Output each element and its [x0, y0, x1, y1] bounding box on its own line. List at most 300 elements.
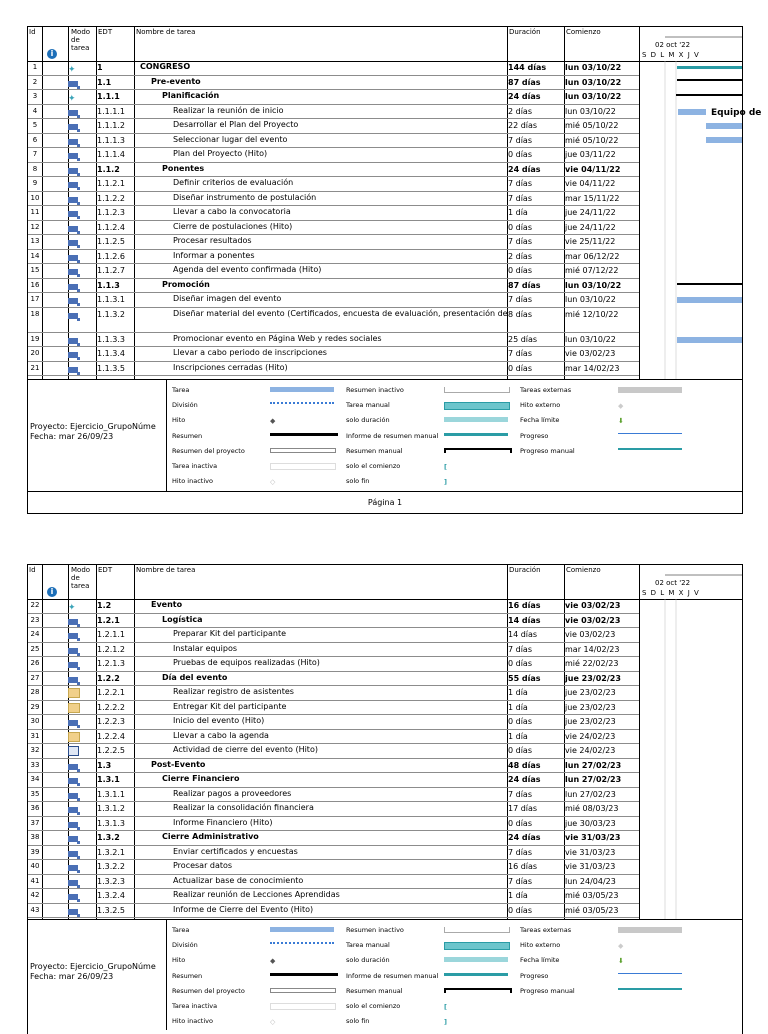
- task-name[interactable]: Entregar Kit del participante: [173, 701, 287, 711]
- deadline-arrow-icon: ⬇: [618, 957, 624, 966]
- task-duration: 0 días: [508, 717, 533, 726]
- col-start-header: Comienzo: [566, 28, 601, 36]
- task-name[interactable]: Planificación: [162, 91, 220, 100]
- task-duration: 17 días: [508, 804, 538, 813]
- task-duration: 24 días: [508, 833, 541, 842]
- col-edt-header: EDT: [98, 566, 113, 574]
- auto-task-icon: [68, 211, 78, 217]
- task-edt: 1.1.2.4: [97, 222, 125, 232]
- legend-swatch: [444, 402, 510, 410]
- task-row[interactable]: [28, 308, 639, 333]
- task-duration: 0 días: [508, 150, 533, 159]
- external-milestone-icon: ◆: [618, 942, 624, 951]
- task-start: lun 24/04/23: [565, 876, 616, 886]
- task-name[interactable]: Realizar la reunión de inicio: [173, 105, 284, 115]
- legend-project-name: Proyecto: Ejercicio_GrupoNúme: [30, 962, 156, 971]
- task-mode: [68, 165, 80, 174]
- gantt-summary-bar-1: [677, 66, 742, 69]
- pin-task-icon: ✦: [68, 94, 76, 104]
- task-start: vie 24/02/23: [565, 731, 616, 741]
- task-duration: 7 días: [508, 237, 533, 246]
- legend-swatch: [618, 988, 682, 990]
- task-id: 10: [30, 193, 40, 202]
- task-start: vie 04/11/22: [565, 179, 616, 188]
- task-start: vie 31/03/23: [565, 833, 621, 842]
- task-row[interactable]: [28, 614, 639, 629]
- legend-label: Tarea inactiva: [172, 462, 218, 470]
- task-edt: 1.2.1.2: [97, 644, 125, 654]
- legend-label: Hito: [172, 416, 186, 425]
- task-row[interactable]: [28, 788, 639, 803]
- task-duration: 16 días: [508, 862, 538, 871]
- task-mode: [68, 107, 80, 116]
- auto-task-icon: [68, 778, 78, 784]
- task-row[interactable]: [28, 672, 639, 687]
- col-duration-header: Duración: [509, 566, 541, 574]
- task-edt: 1.3.2.4: [97, 891, 125, 900]
- task-name[interactable]: Diseñar instrumento de postulación: [173, 192, 317, 202]
- task-name[interactable]: Llevar a cabo la agenda: [173, 730, 269, 740]
- legend-label: Hito inactivo: [172, 477, 213, 486]
- task-name[interactable]: Ponentes: [162, 163, 205, 173]
- task-id: 20: [30, 349, 40, 357]
- task-duration: 2 días: [508, 251, 533, 261]
- task-id: 34: [30, 775, 40, 783]
- task-edt: 1.3.2.5: [97, 905, 125, 915]
- external-milestone-icon: ◆: [618, 402, 624, 411]
- task-mode: [68, 659, 80, 668]
- task-name[interactable]: Instalar equipos: [173, 643, 238, 653]
- task-edt: 1.3.2.1: [97, 847, 125, 857]
- task-row[interactable]: [28, 105, 639, 120]
- task-edt: 1.1.1: [97, 92, 120, 101]
- task-duration: 0 días: [508, 266, 533, 275]
- task-mode: [68, 179, 80, 188]
- pin-task-icon: ✦: [68, 65, 76, 75]
- legend-label: Progreso manual: [520, 446, 575, 455]
- info-icon: i: [47, 49, 57, 59]
- task-row[interactable]: [28, 628, 639, 643]
- task-row[interactable]: [28, 657, 639, 672]
- auto-task-icon: [68, 836, 78, 842]
- task-id: 16: [30, 280, 40, 289]
- task-row[interactable]: [28, 773, 639, 788]
- task-row[interactable]: [28, 76, 639, 91]
- task-edt: 1.1.3.3: [97, 334, 125, 344]
- task-edt: 1.1: [97, 77, 112, 87]
- task-name[interactable]: Informe de Cierre del Evento (Hito): [173, 904, 314, 914]
- legend-project-name: Proyecto: Ejercicio_GrupoNúme: [30, 422, 156, 431]
- col-start-header: Comienzo: [566, 566, 601, 574]
- gantt-task-bar-19: [677, 337, 742, 343]
- task-row[interactable]: [28, 715, 639, 730]
- task-edt: 1.1.3.2: [97, 309, 125, 319]
- task-row[interactable]: [28, 119, 639, 134]
- task-id: 29: [30, 702, 40, 711]
- task-start: mar 14/02/23: [565, 644, 620, 654]
- legend-swatch: [444, 417, 508, 422]
- task-start: mar 06/12/22: [565, 251, 620, 261]
- task-duration: 48 días: [508, 760, 541, 770]
- task-id: 30: [30, 717, 40, 725]
- task-name[interactable]: Informar a ponentes: [173, 250, 255, 260]
- auto-task-icon: [68, 880, 78, 886]
- task-name[interactable]: Promocionar evento en Página Web y redes sociales: [173, 333, 382, 343]
- auto-task-icon: [68, 619, 78, 625]
- task-edt: 1.1.2: [97, 164, 120, 174]
- legend-swatch: [270, 988, 336, 993]
- legend-label: Fecha límite: [520, 416, 560, 425]
- task-edt: 1: [97, 63, 103, 72]
- gantt-summary-bar-16: [677, 283, 742, 285]
- auto-task-icon: [68, 720, 78, 726]
- task-row[interactable]: [28, 860, 639, 875]
- task-name[interactable]: Plan del Proyecto (Hito): [173, 149, 268, 158]
- task-name[interactable]: Seleccionar lugar del evento: [173, 134, 288, 144]
- task-row[interactable]: [28, 264, 639, 279]
- legend-label: Resumen del proyecto: [172, 986, 245, 995]
- task-edt: 1.1.1.2: [97, 121, 125, 130]
- task-name[interactable]: Post-Evento: [151, 759, 206, 769]
- auto-task-icon: [68, 197, 78, 203]
- task-row[interactable]: [28, 759, 639, 774]
- task-duration: 87 días: [508, 280, 541, 290]
- legend-label: Hito: [172, 956, 186, 965]
- task-edt: 1.1.1.3: [97, 135, 125, 145]
- task-start: jue 23/02/23: [565, 702, 616, 712]
- task-start: mié 07/12/22: [565, 266, 619, 275]
- task-row[interactable]: [28, 333, 639, 348]
- task-mode: [68, 150, 80, 159]
- task-mode: [68, 645, 80, 654]
- task-edt: 1.1.2.3: [97, 208, 125, 217]
- task-row[interactable]: [28, 643, 639, 658]
- task-mode: [68, 194, 80, 203]
- task-edt: 1.2.2.1: [97, 688, 125, 697]
- task-mode: [68, 92, 80, 104]
- task-name[interactable]: Diseñar imagen del evento: [173, 294, 282, 303]
- task-name[interactable]: Cierre Financiero: [162, 774, 240, 783]
- task-start: jue 30/03/23: [565, 818, 616, 828]
- task-id: 32: [30, 746, 40, 754]
- auto-task-icon: [68, 226, 78, 232]
- task-name[interactable]: Pruebas de equipos realizadas (Hito): [173, 658, 320, 667]
- task-name[interactable]: Realizar registro de asistentes: [173, 687, 294, 696]
- task-edt: 1.1.3: [97, 280, 120, 290]
- task-row[interactable]: [28, 904, 639, 919]
- task-name[interactable]: Pre-evento: [151, 76, 201, 86]
- legend-block-1: [28, 379, 742, 492]
- task-edt: 1.1.1.4: [97, 150, 125, 159]
- task-row[interactable]: [28, 61, 639, 76]
- legend-label: Hito inactivo: [172, 1017, 213, 1026]
- start-only-icon: [: [444, 463, 447, 471]
- task-name[interactable]: Desarrollar el Plan del Proyecto: [173, 120, 299, 129]
- task-duration: 0 días: [508, 818, 533, 828]
- task-mode: [68, 121, 80, 130]
- task-id: 11: [30, 208, 40, 216]
- gantt-chart: [639, 27, 762, 379]
- legend-label: solo fin: [346, 1017, 370, 1026]
- task-id: 17: [30, 295, 40, 303]
- task-edt: 1.2.2: [97, 673, 120, 683]
- print-page-1: [27, 26, 762, 514]
- task-row[interactable]: [28, 250, 639, 265]
- task-id: 2: [32, 77, 38, 86]
- task-id: 26: [30, 659, 40, 667]
- legend-label: Resumen inactivo: [346, 926, 404, 934]
- task-name[interactable]: Promoción: [162, 279, 210, 289]
- task-row[interactable]: [28, 347, 639, 362]
- task-name[interactable]: Cierre Administrativo: [162, 832, 259, 841]
- auto-task-icon: [68, 139, 78, 145]
- legend-label: Progreso: [520, 971, 549, 980]
- auto-task-icon: [68, 284, 78, 290]
- legend-label: Tarea: [172, 926, 190, 934]
- task-row[interactable]: [28, 148, 639, 163]
- task-edt: 1.2: [97, 601, 112, 610]
- task-start: mié 22/02/23: [565, 659, 619, 668]
- task-mode: [68, 790, 80, 799]
- task-row[interactable]: [28, 846, 639, 861]
- task-row[interactable]: [28, 889, 639, 904]
- task-duration: 24 días: [508, 164, 541, 174]
- auto-task-icon: [68, 110, 78, 116]
- task-name[interactable]: Realizar pagos a proveedores: [173, 788, 292, 798]
- col-name-header: Nombre de tarea: [136, 28, 196, 36]
- legend-label: Tareas externas: [520, 386, 572, 394]
- task-name[interactable]: Procesar resultados: [173, 236, 252, 245]
- task-edt: 1.2.2.3: [97, 717, 125, 726]
- task-name[interactable]: Agenda del evento confirmada (Hito): [173, 265, 322, 274]
- milestone-diamond-icon: ◆: [270, 957, 276, 966]
- task-name[interactable]: Preparar Kit del participante: [173, 629, 286, 638]
- auto-task-icon: [68, 648, 78, 654]
- task-name[interactable]: Logística: [162, 614, 203, 624]
- legend-label: División: [172, 401, 198, 410]
- task-edt: 1.2.2.5: [97, 746, 125, 755]
- finish-only-icon: ]: [444, 478, 447, 487]
- task-name[interactable]: Enviar certificados y encuestas: [173, 846, 298, 856]
- task-start: lun 03/10/22: [565, 280, 622, 290]
- task-row[interactable]: [28, 362, 639, 377]
- legend-label: solo el comienzo: [346, 1002, 401, 1010]
- task-duration: 16 días: [508, 601, 541, 610]
- note-task-icon: [68, 688, 80, 698]
- task-row[interactable]: [28, 206, 639, 221]
- legend-label: Resumen: [172, 431, 203, 440]
- task-row[interactable]: [28, 279, 639, 294]
- auto-task-icon: [68, 894, 78, 900]
- auto-task-icon: [68, 793, 78, 799]
- legend-label: Resumen manual: [346, 446, 403, 455]
- task-mode: [68, 601, 80, 613]
- task-start: lun 27/02/23: [565, 789, 616, 799]
- col-mode-header: [71, 28, 90, 52]
- task-mode: [68, 349, 80, 358]
- task-start: vie 25/11/22: [565, 237, 616, 246]
- task-start: mar 14/02/23: [565, 363, 620, 373]
- task-edt: 1.2.2.2: [97, 702, 125, 712]
- auto-task-icon: [68, 662, 78, 668]
- task-edt: 1.2.1.3: [97, 659, 125, 668]
- col-id-header: Id: [29, 28, 36, 36]
- task-row[interactable]: [28, 802, 639, 817]
- inactive-milestone-icon: ◇: [270, 1018, 276, 1027]
- legend-swatch: [444, 927, 510, 933]
- pin-task-icon: ✦: [68, 603, 76, 613]
- task-row[interactable]: [28, 875, 639, 890]
- legend-swatch: [444, 988, 512, 993]
- task-name[interactable]: Llevar a cabo periodo de inscripciones: [173, 348, 327, 357]
- task-row[interactable]: [28, 831, 639, 846]
- auto-task-icon: [68, 851, 78, 857]
- task-name[interactable]: Diseñar material del evento (Certificados, encuesta de evaluación, presentación de: [173, 308, 508, 318]
- task-start: vie 03/02/23: [565, 630, 616, 639]
- gantt-task-bar-17: [677, 297, 742, 303]
- task-row[interactable]: [28, 192, 639, 207]
- task-row[interactable]: [28, 221, 639, 236]
- task-mode: [68, 630, 80, 639]
- task-name[interactable]: Evento: [151, 600, 183, 609]
- task-edt: 1.2.2.4: [97, 731, 125, 741]
- task-name[interactable]: Definir criterios de evaluación: [173, 178, 294, 187]
- task-id: 9: [32, 179, 38, 187]
- task-edt: 1.1.2.1: [97, 179, 125, 188]
- legend-label: Fecha límite: [520, 956, 560, 965]
- col-name-header: Nombre de tarea: [136, 566, 196, 574]
- task-name[interactable]: Inscripciones cerradas (Hito): [173, 362, 288, 372]
- task-edt: 1.1.2.7: [97, 266, 125, 275]
- gantt-resource-label: Equipo de: [711, 108, 762, 118]
- gantt-task-bar-5: [706, 123, 742, 129]
- task-row[interactable]: [28, 686, 639, 701]
- task-start: jue 24/11/22: [565, 222, 616, 232]
- task-id: 43: [30, 905, 40, 914]
- legend-swatch: [444, 387, 510, 393]
- task-name[interactable]: Procesar datos: [173, 861, 233, 870]
- auto-task-icon: [68, 677, 78, 683]
- task-id: 41: [30, 876, 40, 885]
- task-edt: 1.1.3.1: [97, 295, 125, 304]
- task-start: jue 23/02/23: [565, 717, 616, 726]
- legend-project-date: Fecha: mar 26/09/23: [30, 432, 114, 441]
- calendar-task-icon: [68, 746, 79, 756]
- task-name[interactable]: Realizar la consolidación financiera: [173, 803, 314, 812]
- col-id-header: Id: [29, 566, 36, 574]
- auto-task-icon: [68, 764, 78, 770]
- col-mode-l1: Modo: [71, 566, 91, 574]
- task-mode: [68, 732, 80, 741]
- task-row[interactable]: [28, 599, 639, 614]
- task-name[interactable]: Informe Financiero (Hito): [173, 817, 273, 827]
- legend-project-date: Fecha: mar 26/09/23: [30, 972, 114, 981]
- task-id: 13: [30, 237, 40, 245]
- task-row[interactable]: [28, 134, 639, 149]
- task-edt: 1.3.1.2: [97, 804, 125, 813]
- legend-label: Tarea manual: [346, 941, 390, 950]
- auto-task-icon: [68, 269, 78, 275]
- auto-task-icon: [68, 255, 78, 261]
- legend-block-2: [28, 919, 742, 1030]
- task-start: jue 23/02/23: [565, 673, 621, 683]
- task-row[interactable]: [28, 293, 639, 308]
- gantt-task-bar-4: [678, 109, 706, 115]
- task-start: mié 05/10/22: [565, 121, 619, 130]
- legend-swatch: [444, 433, 508, 436]
- task-start: vie 03/02/23: [565, 615, 621, 625]
- legend-label: solo el comienzo: [346, 462, 401, 470]
- task-id: 39: [30, 847, 40, 856]
- task-start: lun 03/10/22: [565, 77, 622, 87]
- task-row[interactable]: [28, 163, 639, 178]
- legend-label: Tarea: [172, 386, 190, 394]
- task-id: 40: [30, 862, 40, 870]
- milestone-diamond-icon: ◆: [270, 417, 276, 426]
- legend-swatch: [270, 433, 338, 436]
- task-start: jue 24/11/22: [565, 208, 616, 217]
- task-name[interactable]: Actualizar base de conocimiento: [173, 875, 304, 885]
- task-id: 3: [32, 92, 38, 100]
- legend-swatch: [270, 973, 338, 976]
- task-name[interactable]: Realizar reunión de Lecciones Aprendidas: [173, 890, 340, 899]
- task-name[interactable]: Llevar a cabo la convocatoria: [173, 207, 291, 216]
- task-duration: 2 días: [508, 106, 533, 116]
- task-name[interactable]: Inicio del evento (Hito): [173, 716, 265, 725]
- gantt-summary-bar-3: [676, 94, 742, 96]
- auto-task-icon: [68, 338, 78, 344]
- inactive-milestone-icon: ◇: [270, 478, 276, 487]
- auto-task-icon: [68, 909, 78, 915]
- task-name[interactable]: Cierre de postulaciones (Hito): [173, 221, 293, 231]
- task-row[interactable]: [28, 817, 639, 832]
- task-start: mar 15/11/22: [565, 193, 620, 203]
- legend-swatch: [444, 448, 512, 453]
- task-name[interactable]: Actividad de cierre del evento (Hito): [173, 745, 318, 754]
- task-start: lun 03/10/22: [565, 92, 622, 101]
- task-mode: [68, 223, 80, 232]
- auto-task-icon: [68, 807, 78, 813]
- task-row[interactable]: [28, 730, 639, 745]
- task-start: lun 03/10/22: [565, 334, 616, 344]
- legend-swatch: [270, 387, 334, 392]
- task-duration: 1 día: [508, 891, 528, 900]
- task-mode: [68, 891, 80, 900]
- task-row[interactable]: [28, 177, 639, 192]
- task-duration: 14 días: [508, 630, 538, 639]
- legend-label: Informe de resumen manual: [346, 971, 439, 980]
- task-start: mié 05/10/22: [565, 135, 619, 145]
- task-id: 4: [32, 106, 38, 115]
- task-edt: 1.3: [97, 760, 112, 770]
- task-name[interactable]: CONGRESO: [140, 62, 191, 71]
- auto-task-icon: [68, 633, 78, 639]
- task-row[interactable]: [28, 235, 639, 250]
- deadline-arrow-icon: ⬇: [618, 417, 624, 426]
- task-edt: 1.1.1.1: [97, 106, 125, 116]
- task-start: vie 03/02/23: [565, 601, 621, 610]
- legend-swatch: [270, 1003, 336, 1010]
- task-duration: 0 días: [508, 659, 533, 668]
- task-id: 7: [32, 150, 38, 158]
- task-duration: 0 días: [508, 363, 533, 373]
- task-start: lun 27/02/23: [565, 775, 622, 784]
- task-row[interactable]: [28, 701, 639, 716]
- task-mode: [68, 252, 80, 261]
- task-row[interactable]: [28, 90, 639, 105]
- task-name[interactable]: Día del evento: [162, 672, 228, 682]
- task-row[interactable]: [28, 744, 639, 759]
